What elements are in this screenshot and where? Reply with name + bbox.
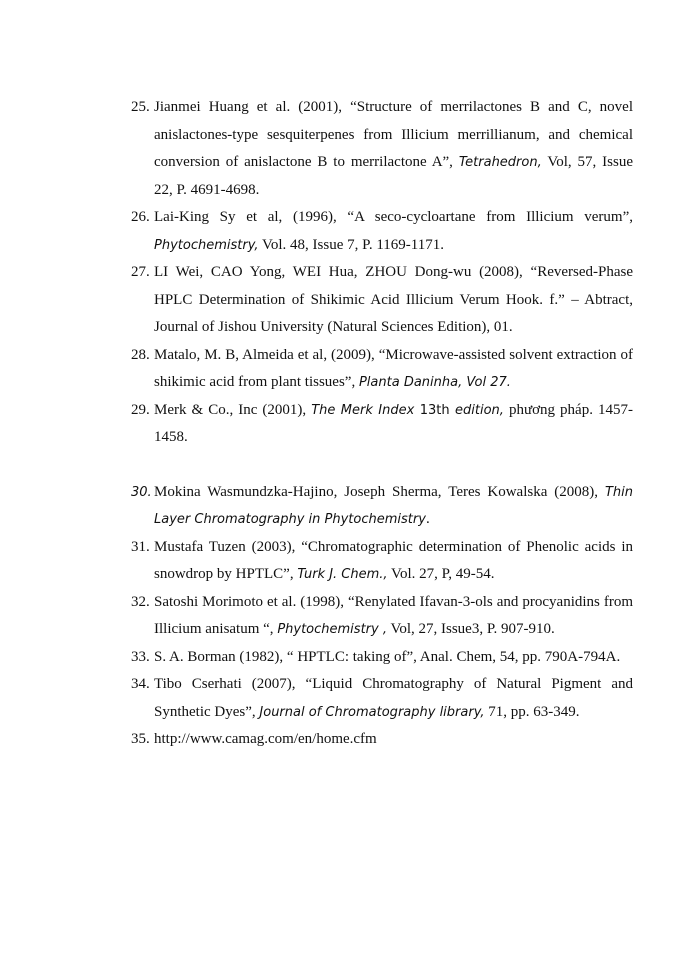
reference-item <box>131 94 633 204</box>
reference-text: Merk & Co., Inc (2001), The Merk Index 13th edition, phương pháp. 1457-1458. <box>154 401 633 445</box>
reference-text: S. A. Borman (1982), “ HPTLC: taking of”, Anal. Chem, 54, pp. 790A-794A. <box>154 648 621 665</box>
reference-number: 30. <box>131 484 152 500</box>
book-title: Thin Layer Chromatography in Phytochemistry <box>154 484 633 527</box>
book-title: The Merk Index <box>311 402 415 418</box>
reference-text: Matalo, M. B, Almeida et al, (2009), “Microwave-assisted solvent extraction of shikimic acid from plant tissues”, Planta Daninha, Vol 27. <box>154 346 633 390</box>
reference-text: Lai-King Sy et al, (1996), “A seco-cycloartane from Illicium verum”, Phytochemistry, Vol. 48, Issue 7, P. 1169-1171. <box>154 209 633 253</box>
reference-item <box>131 644 633 672</box>
reference-text: Jianmei Huang et al. (2001), “Structure of merrilactones B and C, novel anislactones-type sesquiterpenes from Illicium merrillianum, and chemical conversion of anislactone B to merrilactone A”, Tetrahedron, Vol, 57, Issue 22, P. 4691-4698. <box>154 99 633 198</box>
reference-list <box>131 94 633 754</box>
reference-number: 25. <box>131 99 150 115</box>
journal-title: Phytochemistry, <box>154 237 259 253</box>
reference-text: LI Wei, CAO Yong, WEI Hua, ZHOU Dong-wu (2008), “Reversed-Phase HPLC Determination of Shikimic Acid Illicium Verum Hook. f.” – Abtract, Journal of Jishou University (Natural Sciences Edition), 01. <box>154 264 633 335</box>
reference-number: 32. <box>131 593 150 610</box>
reference-item <box>131 342 633 397</box>
reference-number: 28. <box>131 346 150 363</box>
reference-number: 34. <box>131 676 150 692</box>
reference-item <box>131 397 633 452</box>
journal-title: Planta Daninha, Vol 27. <box>358 375 511 390</box>
reference-item <box>131 589 633 644</box>
reference-number: 26. <box>131 209 150 225</box>
journal-title: Journal of Chromatography library, <box>259 704 485 720</box>
reference-number: 27. <box>131 264 150 280</box>
journal-title: Turk J. Chem., <box>297 567 388 582</box>
reference-item <box>131 726 633 754</box>
reference-item <box>131 534 633 589</box>
reference-number: 29. <box>131 401 150 418</box>
spacer <box>131 452 633 479</box>
reference-url: http://www.camag.com/en/home.cfm <box>154 731 377 747</box>
reference-text: Mokina Wasmundzka-Hajino, Joseph Sherma, Teres Kowalska (2008), Thin Layer Chromatography in Phytochemistry. <box>154 483 633 527</box>
reference-number: 35. <box>131 731 150 747</box>
reference-text: Satoshi Morimoto et al. (1998), “Renylated Ifavan-3-ols and procyanidins from Illicium anisatum “, Phytochemistry , Vol, 27, Issue3, P. 907-910. <box>154 593 633 637</box>
reference-text: Tibo Cserhati (2007), “Liquid Chromatography of Natural Pigment and Synthetic Dyes”, Journal of Chromatography library, 71, pp. 63-349. <box>154 676 633 720</box>
journal-title: Phytochemistry , <box>277 622 387 637</box>
reference-item <box>131 671 633 726</box>
reference-item <box>131 479 633 534</box>
reference-text: Mustafa Tuzen (2003), “Chromatographic determination of Phenolic acids in snowdrop by HPTLC”, Turk J. Chem., Vol. 27, P, 49-54. <box>154 538 633 582</box>
reference-item <box>131 259 633 342</box>
reference-number: 31. <box>131 538 150 555</box>
reference-number: 33. <box>131 648 150 665</box>
reference-item <box>131 204 633 259</box>
journal-title: Tetrahedron, <box>458 155 542 170</box>
